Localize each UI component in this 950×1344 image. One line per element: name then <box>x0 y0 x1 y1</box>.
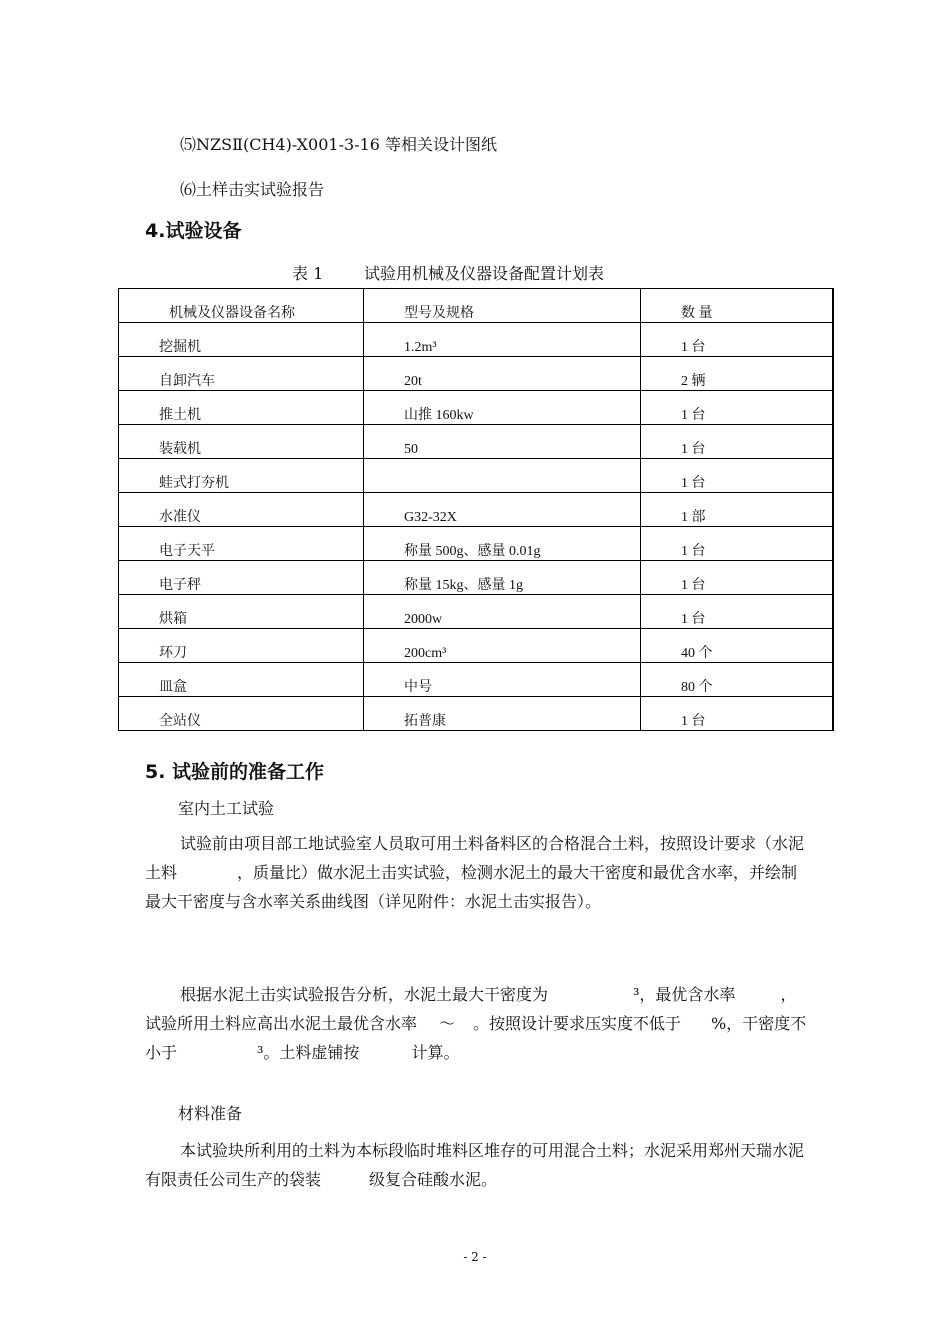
table-cell <box>364 391 641 425</box>
table-row <box>119 391 834 425</box>
table-cell <box>364 493 641 527</box>
cell-value: 中号 <box>404 680 432 695</box>
header-label: 机械及仪器设备名称 <box>169 306 295 321</box>
table-cell <box>364 425 641 459</box>
table-caption: 表 1 试验用机械及仪器设备配置计划表 <box>292 264 604 283</box>
cell-value: 20t <box>404 374 422 389</box>
table-cell <box>119 493 364 527</box>
header-label: 型号及规格 <box>404 306 474 321</box>
cell-value: 环刀 <box>159 646 187 661</box>
table-row <box>119 629 834 663</box>
table-cell <box>119 561 364 595</box>
cell-value: 1 台 <box>681 476 706 491</box>
paragraph-text: ，试验所用土料应高出水泥土最优含水率 <box>145 985 797 1033</box>
cell-value: 电子秤 <box>159 578 201 593</box>
cell-value: 1 台 <box>681 714 706 729</box>
table-cell <box>641 629 834 663</box>
table-row <box>119 527 834 561</box>
table-cell <box>364 697 641 731</box>
table-row <box>119 663 834 697</box>
paragraph-materials <box>145 1136 810 1194</box>
table-row <box>119 595 834 629</box>
table-header-cell <box>119 289 364 323</box>
table-cell <box>641 493 834 527</box>
cell-value: 40 个 <box>681 646 713 661</box>
paragraph-lab-test <box>145 829 810 916</box>
cell-value: 80 个 <box>681 680 713 695</box>
table-cell <box>364 459 641 493</box>
cell-value: 推土机 <box>159 408 201 423</box>
table-header-cell <box>364 289 641 323</box>
paragraph-text: 试验前由项目部工地试验室人员取可用土料备料区的合格混合土料，按照设计要求（水泥 土料 <box>145 834 805 882</box>
cell-value: 1 部 <box>681 510 706 525</box>
cell-value: 装载机 <box>159 442 201 457</box>
cell-value: 1.2m³ <box>404 340 437 355</box>
table-cell <box>364 357 641 391</box>
cell-value: 皿盒 <box>159 680 187 695</box>
cell-value: 烘箱 <box>159 612 187 627</box>
section-4-heading: 4.试验设备 <box>145 220 242 242</box>
table-cell <box>119 425 364 459</box>
table-cell <box>119 697 364 731</box>
paragraph-text: 级复合硅酸水泥。 <box>369 1170 498 1189</box>
table-cell <box>119 459 364 493</box>
subsection-materials-heading: 材料准备 <box>178 1104 243 1123</box>
cell-value: 1 台 <box>681 544 706 559</box>
table-row <box>119 697 834 731</box>
table-row <box>119 493 834 527</box>
cell-value: 称量 500g、感量 0.01g <box>404 544 541 559</box>
table-cell <box>119 391 364 425</box>
table-cell <box>364 561 641 595</box>
table-cell <box>119 323 364 357</box>
cell-value: 2000w <box>404 612 443 627</box>
table-row <box>119 425 834 459</box>
table-cell <box>641 425 834 459</box>
table-cell <box>641 561 834 595</box>
paragraph-text: ，质量比）做水泥土击实试验，检测水泥土的最大干密度和最优含水率，并绘制最大干密度与含水率关系曲线图（详见附件：水泥土击实报告）。 <box>145 863 798 911</box>
cell-value: 拓普康 <box>404 714 446 729</box>
paragraph-text: ³。土料虚铺按 <box>257 1043 360 1062</box>
paragraph-text: 本试验块所利用的土料为本标段临时堆料区堆存的可用混合土料；水泥采用郑州天瑞水泥有限责任公司生产的袋装 <box>145 1141 805 1189</box>
cell-value: 1 台 <box>681 612 706 627</box>
table-cell <box>119 663 364 697</box>
cell-value: 山推 160kw <box>404 408 474 423</box>
table-cell <box>641 527 834 561</box>
table-cell <box>364 527 641 561</box>
cell-value: 称量 15kg、感量 1g <box>404 578 523 593</box>
table-row <box>119 459 834 493</box>
paragraph-compaction-analysis <box>145 980 810 1067</box>
cell-value: 挖掘机 <box>159 340 201 355</box>
table-cell <box>641 697 834 731</box>
table-cell <box>364 595 641 629</box>
reference-item-6: ⑹土样击实试验报告 <box>180 180 325 199</box>
table-cell <box>641 595 834 629</box>
cell-value: 水准仪 <box>159 510 201 525</box>
reference-item-5: ⑸NZSⅡ(CH4)-X001-3-16 等相关设计图纸 <box>180 135 498 154</box>
table-cell <box>119 629 364 663</box>
cell-value: 50 <box>404 442 418 457</box>
table-cell <box>119 527 364 561</box>
cell-value: 1 台 <box>681 578 706 593</box>
cell-value: 2 辆 <box>681 374 706 389</box>
paragraph-text: ～ <box>439 1014 456 1033</box>
page-number: - 2 - <box>463 1250 487 1264</box>
table-cell <box>641 357 834 391</box>
table-header-cell <box>641 289 834 323</box>
table-row <box>119 561 834 595</box>
paragraph-text: %，干密度不小于 <box>145 1014 807 1062</box>
equipment-table <box>118 288 834 731</box>
table-cell <box>641 323 834 357</box>
header-label: 数 量 <box>681 306 713 321</box>
table-cell <box>119 357 364 391</box>
cell-value: 自卸汽车 <box>159 374 215 389</box>
table-row <box>119 323 834 357</box>
table-cell <box>119 595 364 629</box>
cell-value: 200cm³ <box>404 646 447 661</box>
paragraph-text: 计算。 <box>411 1043 460 1062</box>
table-row <box>119 357 834 391</box>
cell-value: 电子天平 <box>159 544 215 559</box>
paragraph-text: 根据水泥土击实试验报告分析，水泥土最大干密度为 <box>180 985 549 1004</box>
table-cell <box>641 391 834 425</box>
cell-value: G32-32X <box>404 510 457 525</box>
cell-value: 1 台 <box>681 442 706 457</box>
cell-value: 蛙式打夯机 <box>159 476 229 491</box>
table-cell <box>641 459 834 493</box>
table-cell <box>364 663 641 697</box>
section-5-heading: 5. 试验前的准备工作 <box>145 761 325 783</box>
table-cell <box>641 663 834 697</box>
table-cell <box>364 629 641 663</box>
cell-value: 全站仪 <box>159 714 201 729</box>
table-header-row <box>119 289 834 323</box>
table-cell <box>364 323 641 357</box>
cell-value: 1 台 <box>681 340 706 355</box>
subsection-lab-test-heading: 室内土工试验 <box>178 799 275 818</box>
cell-value: 1 台 <box>681 408 706 423</box>
paragraph-text: ³，最优含水率 <box>633 985 736 1004</box>
paragraph-text: 。按照设计要求压实度不低于 <box>473 1014 682 1033</box>
